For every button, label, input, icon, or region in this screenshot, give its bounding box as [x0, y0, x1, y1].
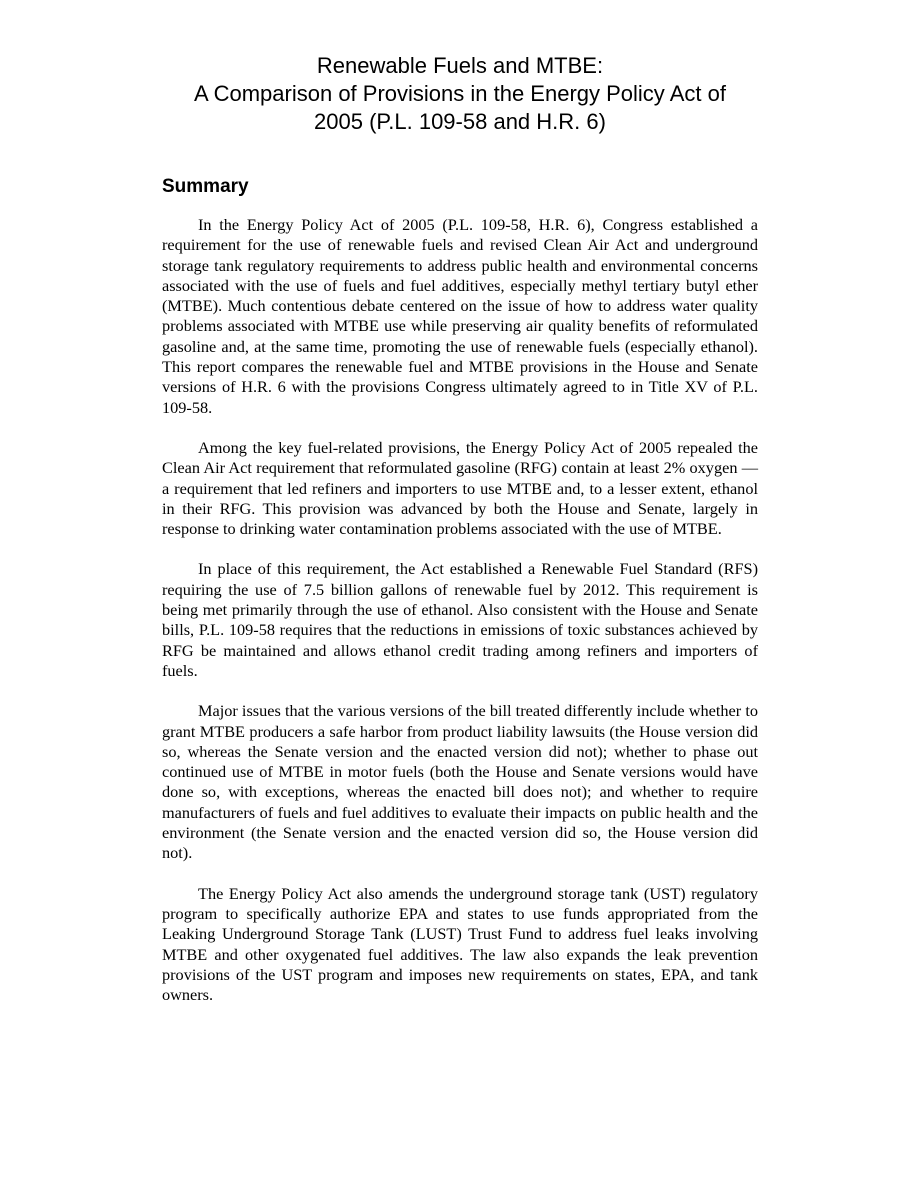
title-line-1: Renewable Fuels and MTBE:: [316, 53, 604, 78]
title-line-3: 2005 (P.L. 109-58 and H.R. 6): [314, 109, 606, 134]
paragraph: Among the key fuel-related provisions, the Energy Policy Act of 2005 repealed the Clean Air Act requirement that reformulated gasoline (RFG) contain at least 2% oxygen — a requirement that led refiners and importers to use MTBE and, to a lesser extent, ethanol in their RFG. This provision was advanced by both the House and Senate, largely in response to drinking water contamination problems associated with the use of MTBE.: [162, 437, 758, 539]
section-heading-summary: Summary: [162, 176, 249, 197]
paragraph: In place of this requirement, the Act established a Renewable Fuel Standard (RFS) requiring the use of 7.5 billion gallons of renewable fuel by 2012. This requirement is being met primarily through the use of ethanol. Also consistent with the House and Senate bills, P.L. 109-58 requires that the reductions in emissions of toxic substances achieved by RFG be maintained and allows ethanol credit trading among refiners and importers of fuels.: [162, 559, 758, 680]
paragraph: In the Energy Policy Act of 2005 (P.L. 109-58, H.R. 6), Congress established a requirement for the use of renewable fuels and revised Clean Air Act and underground storage tank regulatory requirements to address public health and environmental concerns associated with the use of fuels and fuel additives, especially methyl tertiary butyl ether (MTBE). Much contentious debate centered on the issue of how to address water quality problems associated with MTBE use while preserving air quality benefits of reformulated gasoline and, at the same time, promoting the use of renewable fuels (especially ethanol). This report compares the renewable fuel and MTBE provisions in the House and Senate versions of H.R. 6 with the provisions Congress ultimately agreed to in Title XV of P.L. 109-58.: [162, 215, 758, 417]
document-title: [162, 52, 758, 136]
summary-body: [162, 215, 758, 1005]
document-page: [162, 52, 758, 1025]
paragraph: The Energy Policy Act also amends the underground storage tank (UST) regulatory program to specifically authorize EPA and states to use funds appropriated from the Leaking Underground Storage Tank (LUST) Trust Fund to address fuel leaks involving MTBE and other oxygenated fuel additives. The law also expands the leak prevention provisions of the UST program and imposes new requirements on states, EPA, and tank owners.: [162, 883, 758, 1005]
paragraph: Major issues that the various versions of the bill treated differently include whether to grant MTBE producers a safe harbor from product liability lawsuits (the House version did so, whereas the Senate version and the enacted version did not); whether to phase out continued use of MTBE in motor fuels (both the House and Senate versions would have done so, with exceptions, whereas the enacted bill does not); and whether to require manufacturers of fuels and fuel additives to evaluate their impacts on public health and the environment (the Senate version and the enacted version did so, the House version did not).: [162, 701, 758, 863]
title-line-2: A Comparison of Provisions in the Energy Policy Act of: [194, 81, 726, 106]
